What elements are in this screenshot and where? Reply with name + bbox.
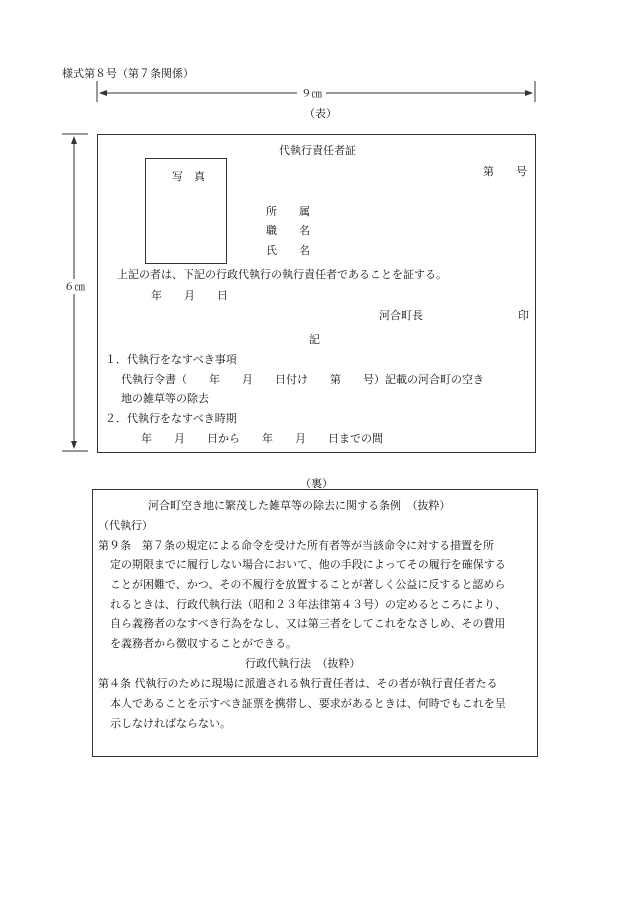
article4-line: 示しなければならない。 <box>110 717 231 730</box>
card-number-label: 第 号 <box>483 165 527 178</box>
article9-line: を義務者から徴収することができる。 <box>110 637 297 650</box>
photo-label: 写 真 <box>172 170 205 183</box>
law-title: 行政代執行法 （抜粋） <box>245 657 361 670</box>
note-heading: 記 <box>309 333 320 346</box>
field-affiliation: 所 属 <box>266 205 310 218</box>
width-label: ９㎝ <box>297 86 326 101</box>
article9-line: ことが困難で、かつ、その不履行を放置することが著しく公益に反すると認めら <box>110 578 506 591</box>
form-number: 様式第８号（第７条関係） <box>62 67 194 80</box>
item1-line2: 地の雑草等の除去 <box>121 392 209 405</box>
issuer: 河合町長 <box>379 309 423 322</box>
item2-title: ２．代執行をなすべき時期 <box>105 412 237 425</box>
article9-line: 第９条 第７条の規定による命令を受けた所有者等が当該命令に対する措置を所 <box>98 539 494 552</box>
field-position: 職 名 <box>266 224 310 237</box>
height-label: ６㎝ <box>60 279 89 294</box>
article4-line: 本人であることを示すべき証票を携帯し、要求があるときは、何時でもこれを呈 <box>110 697 506 710</box>
card-title: 代執行責任者証 <box>279 144 356 157</box>
section-heading: （代執行） <box>98 519 153 532</box>
article9-line: 定の期限までに履行しない場合において、他の手段によってその履行を確保する <box>110 558 506 571</box>
article9-line: れるときは、行政代執行法（昭和２３年法律第４３号）の定めるところにより、 <box>110 598 506 611</box>
article4-line: 第４条 代執行のために現場に派遣される執行責任者は、その者が執行責任者たる <box>98 677 498 690</box>
field-name: 氏 名 <box>266 244 310 257</box>
item1-title: １．代執行をなすべき事項 <box>105 353 237 366</box>
back-side-label: （裏） <box>300 477 333 490</box>
seal-mark: 印 <box>518 309 529 322</box>
article9-line: 自ら義務者のなすべき行為をなし、又は第三者をしてこれをなさしめ、その費用 <box>110 617 506 630</box>
front-side-label: （表） <box>304 107 337 120</box>
item1-line1: 代執行令書（ 年 月 日付け 第 号）記載の河合町の空き <box>121 373 484 386</box>
ordinance-title: 河合町空き地に繁茂した雑草等の除去に関する条例 （抜粋） <box>148 499 451 512</box>
certify-text: 上記の者は、下記の行政代執行の執行責任者であることを証する。 <box>117 268 447 281</box>
item2-period: 年 月 日から 年 月 日までの間 <box>141 432 383 445</box>
issue-date: 年 月 日 <box>151 289 228 302</box>
